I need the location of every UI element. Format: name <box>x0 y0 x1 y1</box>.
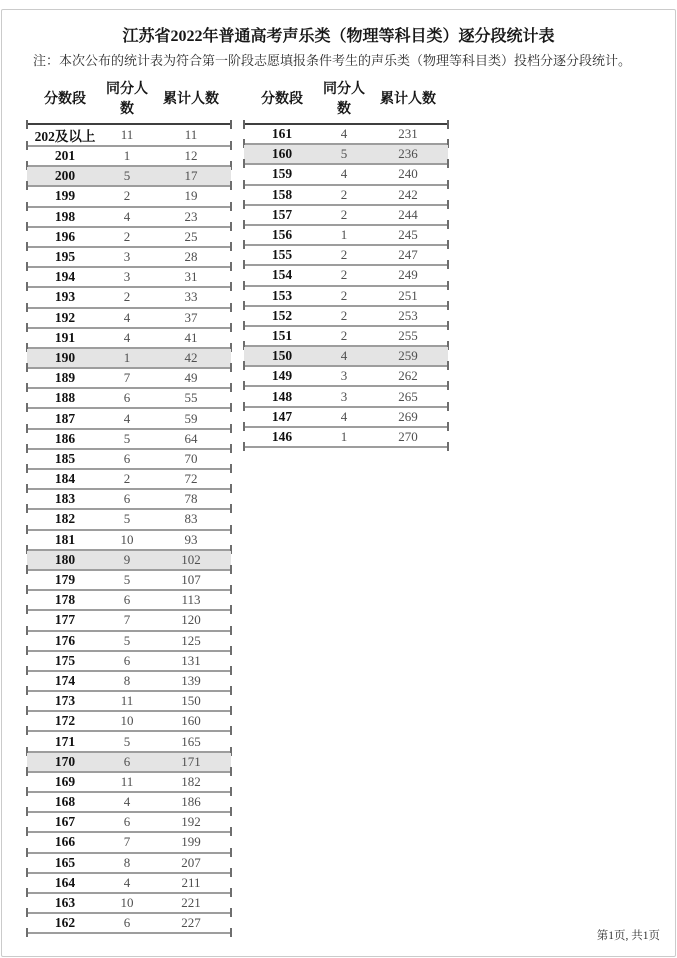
column-header: 同分人数 <box>103 77 151 124</box>
table-row <box>244 386 448 406</box>
table-row <box>244 265 448 285</box>
score-cell: 148 <box>244 386 320 406</box>
cumulative-count-cell: 182 <box>151 772 231 792</box>
table-row <box>27 489 231 509</box>
same-score-count-cell: 9 <box>103 550 151 570</box>
page-title: 江苏省2022年普通高考声乐类（物理等科目类）逐分段统计表 <box>122 28 555 45</box>
cumulative-count-cell: 255 <box>368 326 448 346</box>
same-score-count-cell: 4 <box>103 308 151 328</box>
score-cell: 169 <box>27 772 103 792</box>
table-row <box>27 267 231 287</box>
score-cell: 175 <box>27 651 103 671</box>
table-row <box>27 550 231 570</box>
table-row <box>27 711 231 731</box>
same-score-count-cell: 2 <box>320 286 368 306</box>
cumulative-count-cell: 231 <box>368 124 448 144</box>
score-tables-container <box>27 77 448 934</box>
table-row <box>27 469 231 489</box>
table-row <box>244 124 448 144</box>
score-cell: 188 <box>27 388 103 408</box>
score-cell: 200 <box>27 166 103 186</box>
same-score-count-cell: 2 <box>103 186 151 206</box>
table-row <box>244 427 448 447</box>
score-table-right <box>244 77 448 448</box>
cumulative-count-cell: 17 <box>151 166 231 186</box>
table-body-left <box>27 124 231 933</box>
cumulative-count-cell: 55 <box>151 388 231 408</box>
table-row <box>27 146 231 166</box>
cumulative-count-cell: 160 <box>151 711 231 731</box>
table-row <box>27 328 231 348</box>
score-cell: 186 <box>27 429 103 449</box>
score-cell: 199 <box>27 186 103 206</box>
same-score-count-cell: 8 <box>103 853 151 873</box>
same-score-count-cell: 6 <box>103 651 151 671</box>
table-row <box>27 166 231 186</box>
cumulative-count-cell: 259 <box>368 346 448 366</box>
table-row <box>244 326 448 346</box>
same-score-count-cell: 6 <box>103 449 151 469</box>
column-header: 分数段 <box>244 77 320 124</box>
table-row <box>244 245 448 265</box>
table-row <box>244 185 448 205</box>
cumulative-count-cell: 131 <box>151 651 231 671</box>
same-score-count-cell: 4 <box>320 407 368 427</box>
cumulative-count-cell: 270 <box>368 427 448 447</box>
score-cell: 166 <box>27 832 103 852</box>
score-cell: 180 <box>27 550 103 570</box>
table-row <box>27 853 231 873</box>
score-cell: 146 <box>244 427 320 447</box>
cumulative-count-cell: 186 <box>151 792 231 812</box>
score-cell: 157 <box>244 205 320 225</box>
cumulative-count-cell: 49 <box>151 368 231 388</box>
table-row <box>27 812 231 832</box>
table-row <box>244 366 448 386</box>
same-score-count-cell: 7 <box>103 368 151 388</box>
same-score-count-cell: 2 <box>320 265 368 285</box>
table-row <box>27 913 231 933</box>
same-score-count-cell: 6 <box>103 489 151 509</box>
score-cell: 149 <box>244 366 320 386</box>
table-row <box>27 671 231 691</box>
same-score-count-cell: 5 <box>103 509 151 529</box>
score-cell: 161 <box>244 124 320 144</box>
cumulative-count-cell: 41 <box>151 328 231 348</box>
same-score-count-cell: 2 <box>103 227 151 247</box>
score-cell: 183 <box>27 489 103 509</box>
same-score-count-cell: 3 <box>103 247 151 267</box>
same-score-count-cell: 6 <box>103 812 151 832</box>
same-score-count-cell: 6 <box>103 590 151 610</box>
score-cell: 179 <box>27 570 103 590</box>
table-body-right <box>244 124 448 447</box>
same-score-count-cell: 7 <box>103 832 151 852</box>
cumulative-count-cell: 64 <box>151 429 231 449</box>
table-row <box>27 651 231 671</box>
score-cell: 165 <box>27 853 103 873</box>
score-cell: 168 <box>27 792 103 812</box>
same-score-count-cell: 5 <box>103 731 151 751</box>
cumulative-count-cell: 70 <box>151 449 231 469</box>
same-score-count-cell: 1 <box>103 146 151 166</box>
table-row <box>27 530 231 550</box>
cumulative-count-cell: 265 <box>368 386 448 406</box>
cumulative-count-cell: 192 <box>151 812 231 832</box>
table-row <box>27 247 231 267</box>
score-cell: 171 <box>27 731 103 751</box>
table-row <box>27 449 231 469</box>
cumulative-count-cell: 19 <box>151 186 231 206</box>
table-header-right <box>244 77 448 124</box>
score-cell: 156 <box>244 225 320 245</box>
column-header: 分数段 <box>27 77 103 124</box>
score-cell: 194 <box>27 267 103 287</box>
same-score-count-cell: 3 <box>103 267 151 287</box>
page-number: 第1页, 共1页 <box>596 930 660 942</box>
score-cell: 158 <box>244 185 320 205</box>
score-cell: 151 <box>244 326 320 346</box>
cumulative-count-cell: 37 <box>151 308 231 328</box>
score-table-left <box>27 77 231 934</box>
cumulative-count-cell: 236 <box>368 144 448 164</box>
same-score-count-cell: 2 <box>320 306 368 326</box>
score-cell: 155 <box>244 245 320 265</box>
score-cell: 187 <box>27 408 103 428</box>
table-row <box>27 691 231 711</box>
table-row <box>27 287 231 307</box>
same-score-count-cell: 10 <box>103 711 151 731</box>
same-score-count-cell: 11 <box>103 124 151 146</box>
score-cell: 189 <box>27 368 103 388</box>
score-cell: 150 <box>244 346 320 366</box>
cumulative-count-cell: 83 <box>151 509 231 529</box>
same-score-count-cell: 2 <box>103 287 151 307</box>
same-score-count-cell: 2 <box>320 185 368 205</box>
same-score-count-cell: 4 <box>103 873 151 893</box>
cumulative-count-cell: 11 <box>151 124 231 146</box>
score-cell: 154 <box>244 265 320 285</box>
same-score-count-cell: 11 <box>103 772 151 792</box>
same-score-count-cell: 1 <box>320 427 368 447</box>
cumulative-count-cell: 199 <box>151 832 231 852</box>
score-cell: 201 <box>27 146 103 166</box>
score-cell: 182 <box>27 509 103 529</box>
cumulative-count-cell: 247 <box>368 245 448 265</box>
same-score-count-cell: 4 <box>320 346 368 366</box>
table-row <box>27 590 231 610</box>
same-score-count-cell: 4 <box>320 164 368 184</box>
score-cell: 193 <box>27 287 103 307</box>
score-cell: 163 <box>27 893 103 913</box>
table-header-left <box>27 77 231 124</box>
same-score-count-cell: 3 <box>320 386 368 406</box>
same-score-count-cell: 5 <box>103 631 151 651</box>
cumulative-count-cell: 12 <box>151 146 231 166</box>
cumulative-count-cell: 107 <box>151 570 231 590</box>
table-row <box>27 509 231 529</box>
score-cell: 181 <box>27 530 103 550</box>
table-row <box>27 186 231 206</box>
table-row <box>27 308 231 328</box>
cumulative-count-cell: 171 <box>151 752 231 772</box>
table-row <box>244 306 448 326</box>
score-cell: 202及以上 <box>27 124 103 146</box>
cumulative-count-cell: 28 <box>151 247 231 267</box>
same-score-count-cell: 5 <box>103 570 151 590</box>
same-score-count-cell: 5 <box>320 144 368 164</box>
same-score-count-cell: 2 <box>320 245 368 265</box>
cumulative-count-cell: 78 <box>151 489 231 509</box>
same-score-count-cell: 6 <box>103 388 151 408</box>
cumulative-count-cell: 262 <box>368 366 448 386</box>
header-row <box>244 77 448 124</box>
table-row <box>27 408 231 428</box>
same-score-count-cell: 3 <box>320 366 368 386</box>
table-row <box>27 207 231 227</box>
cumulative-count-cell: 253 <box>368 306 448 326</box>
score-cell: 178 <box>27 590 103 610</box>
score-cell: 167 <box>27 812 103 832</box>
cumulative-count-cell: 59 <box>151 408 231 428</box>
table-row <box>27 429 231 449</box>
score-cell: 174 <box>27 671 103 691</box>
cumulative-count-cell: 93 <box>151 530 231 550</box>
cumulative-count-cell: 242 <box>368 185 448 205</box>
same-score-count-cell: 1 <box>320 225 368 245</box>
table-row <box>244 225 448 245</box>
cumulative-count-cell: 251 <box>368 286 448 306</box>
same-score-count-cell: 6 <box>103 913 151 933</box>
cumulative-count-cell: 240 <box>368 164 448 184</box>
cumulative-count-cell: 23 <box>151 207 231 227</box>
score-cell: 147 <box>244 407 320 427</box>
table-row <box>27 124 231 146</box>
note-text: 注：本次公布的统计表为符合第一阶段志愿填报条件考生的声乐类（物理等科目类）投档分逐分段统计。 <box>33 53 632 68</box>
table-row <box>244 144 448 164</box>
cumulative-count-cell: 113 <box>151 590 231 610</box>
score-cell: 173 <box>27 691 103 711</box>
score-cell: 198 <box>27 207 103 227</box>
score-cell: 191 <box>27 328 103 348</box>
table-row <box>244 205 448 225</box>
cumulative-count-cell: 31 <box>151 267 231 287</box>
same-score-count-cell: 6 <box>103 752 151 772</box>
same-score-count-cell: 4 <box>103 408 151 428</box>
same-score-count-cell: 2 <box>320 205 368 225</box>
score-cell: 159 <box>244 164 320 184</box>
cumulative-count-cell: 211 <box>151 873 231 893</box>
score-cell: 195 <box>27 247 103 267</box>
same-score-count-cell: 5 <box>103 429 151 449</box>
cumulative-count-cell: 33 <box>151 287 231 307</box>
cumulative-count-cell: 125 <box>151 631 231 651</box>
score-cell: 162 <box>27 913 103 933</box>
table-row <box>27 631 231 651</box>
column-header: 累计人数 <box>368 77 448 124</box>
cumulative-count-cell: 42 <box>151 348 231 368</box>
cumulative-count-cell: 244 <box>368 205 448 225</box>
score-cell: 176 <box>27 631 103 651</box>
cumulative-count-cell: 269 <box>368 407 448 427</box>
same-score-count-cell: 10 <box>103 893 151 913</box>
column-header: 累计人数 <box>151 77 231 124</box>
cumulative-count-cell: 249 <box>368 265 448 285</box>
score-cell: 170 <box>27 752 103 772</box>
table-row <box>244 286 448 306</box>
score-cell: 152 <box>244 306 320 326</box>
cumulative-count-cell: 72 <box>151 469 231 489</box>
table-row <box>27 227 231 247</box>
score-cell: 184 <box>27 469 103 489</box>
cumulative-count-cell: 227 <box>151 913 231 933</box>
cumulative-count-cell: 165 <box>151 731 231 751</box>
cumulative-count-cell: 139 <box>151 671 231 691</box>
score-cell: 160 <box>244 144 320 164</box>
same-score-count-cell: 4 <box>103 792 151 812</box>
score-cell: 164 <box>27 873 103 893</box>
cumulative-count-cell: 102 <box>151 550 231 570</box>
column-header: 同分人数 <box>320 77 368 124</box>
table-row <box>27 893 231 913</box>
same-score-count-cell: 11 <box>103 691 151 711</box>
cumulative-count-cell: 221 <box>151 893 231 913</box>
same-score-count-cell: 1 <box>103 348 151 368</box>
same-score-count-cell: 10 <box>103 530 151 550</box>
cumulative-count-cell: 245 <box>368 225 448 245</box>
score-cell: 172 <box>27 711 103 731</box>
cumulative-count-cell: 120 <box>151 610 231 630</box>
same-score-count-cell: 8 <box>103 671 151 691</box>
table-row <box>27 610 231 630</box>
table-row <box>244 346 448 366</box>
score-cell: 177 <box>27 610 103 630</box>
same-score-count-cell: 5 <box>103 166 151 186</box>
same-score-count-cell: 7 <box>103 610 151 630</box>
table-row <box>27 832 231 852</box>
table-row <box>244 164 448 184</box>
table-row <box>27 752 231 772</box>
table-row <box>27 792 231 812</box>
cumulative-count-cell: 150 <box>151 691 231 711</box>
cumulative-count-cell: 25 <box>151 227 231 247</box>
same-score-count-cell: 4 <box>320 124 368 144</box>
score-cell: 153 <box>244 286 320 306</box>
same-score-count-cell: 2 <box>103 469 151 489</box>
table-row <box>27 873 231 893</box>
same-score-count-cell: 4 <box>103 207 151 227</box>
table-row <box>27 772 231 792</box>
score-cell: 185 <box>27 449 103 469</box>
same-score-count-cell: 4 <box>103 328 151 348</box>
header-row <box>27 77 231 124</box>
cumulative-count-cell: 207 <box>151 853 231 873</box>
table-row <box>27 570 231 590</box>
table-row <box>27 731 231 751</box>
table-row <box>27 388 231 408</box>
score-cell: 196 <box>27 227 103 247</box>
score-cell: 192 <box>27 308 103 328</box>
table-row <box>27 368 231 388</box>
score-cell: 190 <box>27 348 103 368</box>
table-row <box>244 407 448 427</box>
same-score-count-cell: 2 <box>320 326 368 346</box>
table-row <box>27 348 231 368</box>
